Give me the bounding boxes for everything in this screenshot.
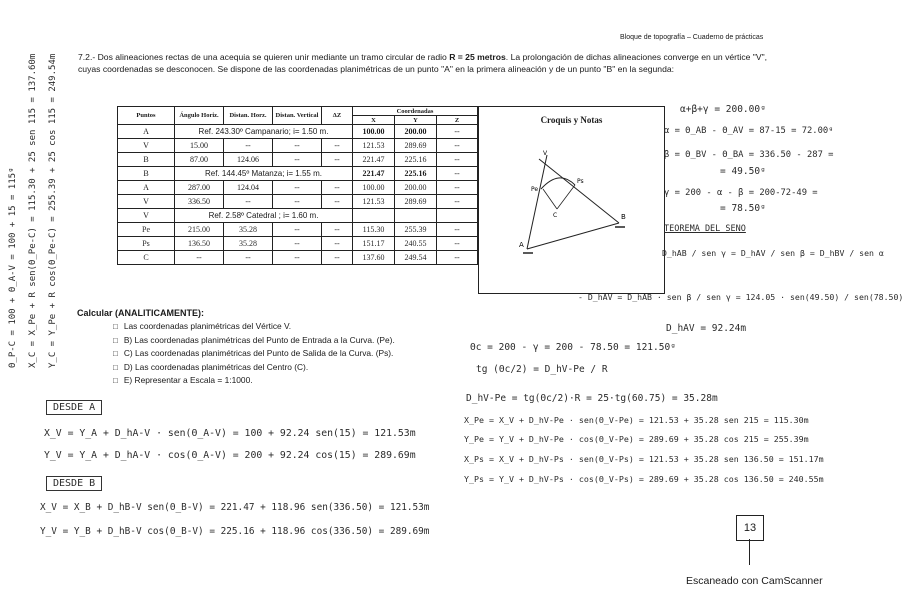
task-item: □ D) Las coordenadas planimétricas del Centro (C). (113, 361, 395, 375)
note-xps: X_Ps = X_V + D_hV-Ps · sen(Θ_V-Ps) = 121.53 + 35.28 sen 136.50 = 151.17m (464, 454, 824, 464)
sketch-label-b: B (621, 213, 626, 221)
table-row: Pe 215.00 35.28 -- -- 115.30 255.39 -- (118, 223, 478, 237)
note-dhav: D_hAV = 92.24m (666, 323, 747, 334)
note-beta-result: = 49.50ᵍ (720, 166, 766, 177)
task-item: □ E) Representar a Escala = 1:1000. (113, 374, 395, 388)
th-dh: Distan. Horz. (224, 107, 273, 125)
note-gamma-result: = 78.50ᵍ (720, 203, 766, 214)
desde-b-xv: X_V = X_B + D_hB-V sen(Θ_B-V) = 221.47 + 118.96 sen(336.50) = 121.53m (40, 502, 430, 513)
note-beta: β = Θ_BV - Θ_BA = 336.50 - 287 = (664, 150, 834, 160)
note-dhvpe: D_hV-Pe = tg(Θc/2)·R = 25·tg(60.75) = 35.28m (466, 393, 718, 404)
th-z: Z (437, 116, 478, 125)
sketch-label-a: A (519, 241, 524, 249)
sketch-title: Croquis y Notas (540, 115, 603, 125)
note-sine-rule: D_hAB / sen γ = D_hAV / sen β = D_hBV / sen α (662, 248, 884, 258)
desde-b-yv: Y_V = Y_B + D_hB-V cos(Θ_B-V) = 225.16 + 118.96 cos(336.50) = 289.69m (40, 526, 430, 537)
note-ype: Y_Pe = Y_V + D_hV-Pe · cos(Θ_V-Pe) = 289.69 + 35.28 cos 215 = 255.39m (464, 434, 809, 444)
note-gamma: γ = 200 - α - β = 200-72-49 = (664, 188, 818, 198)
scanner-watermark: Escaneado con CamScanner (686, 575, 823, 587)
sketch-label-pe: Pe (531, 186, 539, 193)
survey-table (117, 106, 478, 265)
desde-a-yv: Y_V = Y_A + D_hA-V · cos(Θ_A-V) = 200 + 92.24 cos(15) = 289.69m (44, 450, 416, 461)
problem-lead: 7.2.- Dos alineaciones rectas de una acequia se quieren unir mediante un tramo circular de radio (78, 52, 447, 62)
th-x: X (353, 116, 395, 125)
margin-theta-pc: Θ_P-C = 100 + Θ_A-V = 100 + 15 = 115ᵍ (8, 167, 18, 368)
header-note: Bloque de topografía – Cuaderno de prácticas (620, 34, 764, 41)
note-tg: tg (Θc/2) = D_hV-Pe / R (476, 364, 608, 375)
th-dz: ΔZ (322, 107, 353, 125)
calc-title: Calcular (ANALITICAMENTE): (77, 308, 205, 318)
th-dv: Distan. Vertical (273, 107, 322, 125)
table-row: A Ref. 243.30º Campanario; i= 1.50 m. 100.00 200.00 -- (118, 125, 478, 139)
table-row: B 87.00 124.06 -- -- 221.47 225.16 -- (118, 153, 478, 167)
table-row: V 336.50 -- -- -- 121.53 289.69 -- (118, 195, 478, 209)
sketch-diagram (479, 107, 664, 293)
note-teorema: TEOREMA DEL SENO (664, 224, 746, 234)
table-row: Ps 136.50 35.28 -- -- 151.17 240.55 -- (118, 237, 478, 251)
problem-statement (78, 51, 778, 75)
sketch-box (478, 106, 665, 294)
sketch-label-c: C (553, 212, 558, 219)
note-angle-sum: α+β+γ = 200.00ᵍ (680, 104, 766, 115)
table-row: B Ref. 144.45º Matanza; i= 1.55 m. 221.47 225.16 -- (118, 167, 478, 181)
desde-a-label: DESDE A (46, 400, 102, 415)
page-number: 13 (736, 515, 764, 541)
task-item: □ Las coordenadas planimétricas del Vértice V. (113, 320, 395, 334)
desde-b-label: DESDE B (46, 476, 102, 491)
margin-yc: Y_C = Y_Pe + R cos(Θ_Pe-C) = 255.39 + 25 cos 115 = 249.54m (48, 53, 58, 368)
note-xpe: X_Pe = X_V + D_hV-Pe · sen(Θ_V-Pe) = 121.53 + 35.28 sen 215 = 115.30m (464, 415, 809, 425)
table-row: A 287.00 124.04 -- -- 100.00 200.00 -- (118, 181, 478, 195)
table-row: C -- -- -- -- 137.60 249.54 -- (118, 251, 478, 265)
th-coordenadas: Coordenadas (353, 107, 478, 116)
task-item: □ B) Las coordenadas planimétricas del Punto de Entrada a la Curva. (Pe). (113, 334, 395, 348)
page-number-rule (749, 539, 750, 565)
note-theta-c: Θc = 200 - γ = 200 - 78.50 = 121.50ᵍ (470, 342, 676, 353)
table-row: V Ref. 2.58º Catedral ; i= 1.60 m. (118, 209, 478, 223)
note-alpha: α = Θ_AB - Θ_AV = 87-15 = 72.00ᵍ (664, 126, 834, 136)
problem-rest: . La prolongación de dichas alineaciones converge en un vértice "V", cuyas coordenadas se desconocen. Se dispone de las coordenadas planimétricas de un punto "A" en la primera alineación y de un punto "B" en la segunda: (78, 52, 768, 74)
desde-a-xv: X_V = Y_A + D_hA-V · sen(Θ_A-V) = 100 + 92.24 sen(15) = 121.53m (44, 428, 416, 439)
table-row: V 15.00 -- -- -- 121.53 289.69 -- (118, 139, 478, 153)
th-y: Y (395, 116, 437, 125)
sketch-label-ps: Ps (577, 178, 584, 185)
th-puntos: Puntos (118, 107, 175, 125)
problem-radius: R = 25 metros (449, 52, 506, 62)
th-angulo: Ángulo Horiz. (175, 107, 224, 125)
task-list (113, 320, 395, 388)
task-item: □ C) Las coordenadas planimétricas del Punto de Salida de la Curva. (Ps). (113, 347, 395, 361)
sketch-label-v: V (543, 150, 548, 157)
note-yps: Y_Ps = Y_V + D_hV-Ps · cos(Θ_V-Ps) = 289.69 + 35.28 cos 136.50 = 240.55m (464, 474, 824, 484)
margin-xc: X_C = X_Pe + R sen(Θ_Pe-C) = 115.30 + 25 sen 115 = 137.60m (28, 53, 38, 368)
note-dhav-expr: - D_hAV = D_hAB · sen β / sen γ = 124.05 · sen(49.50) / sen(78.50) (578, 292, 903, 302)
